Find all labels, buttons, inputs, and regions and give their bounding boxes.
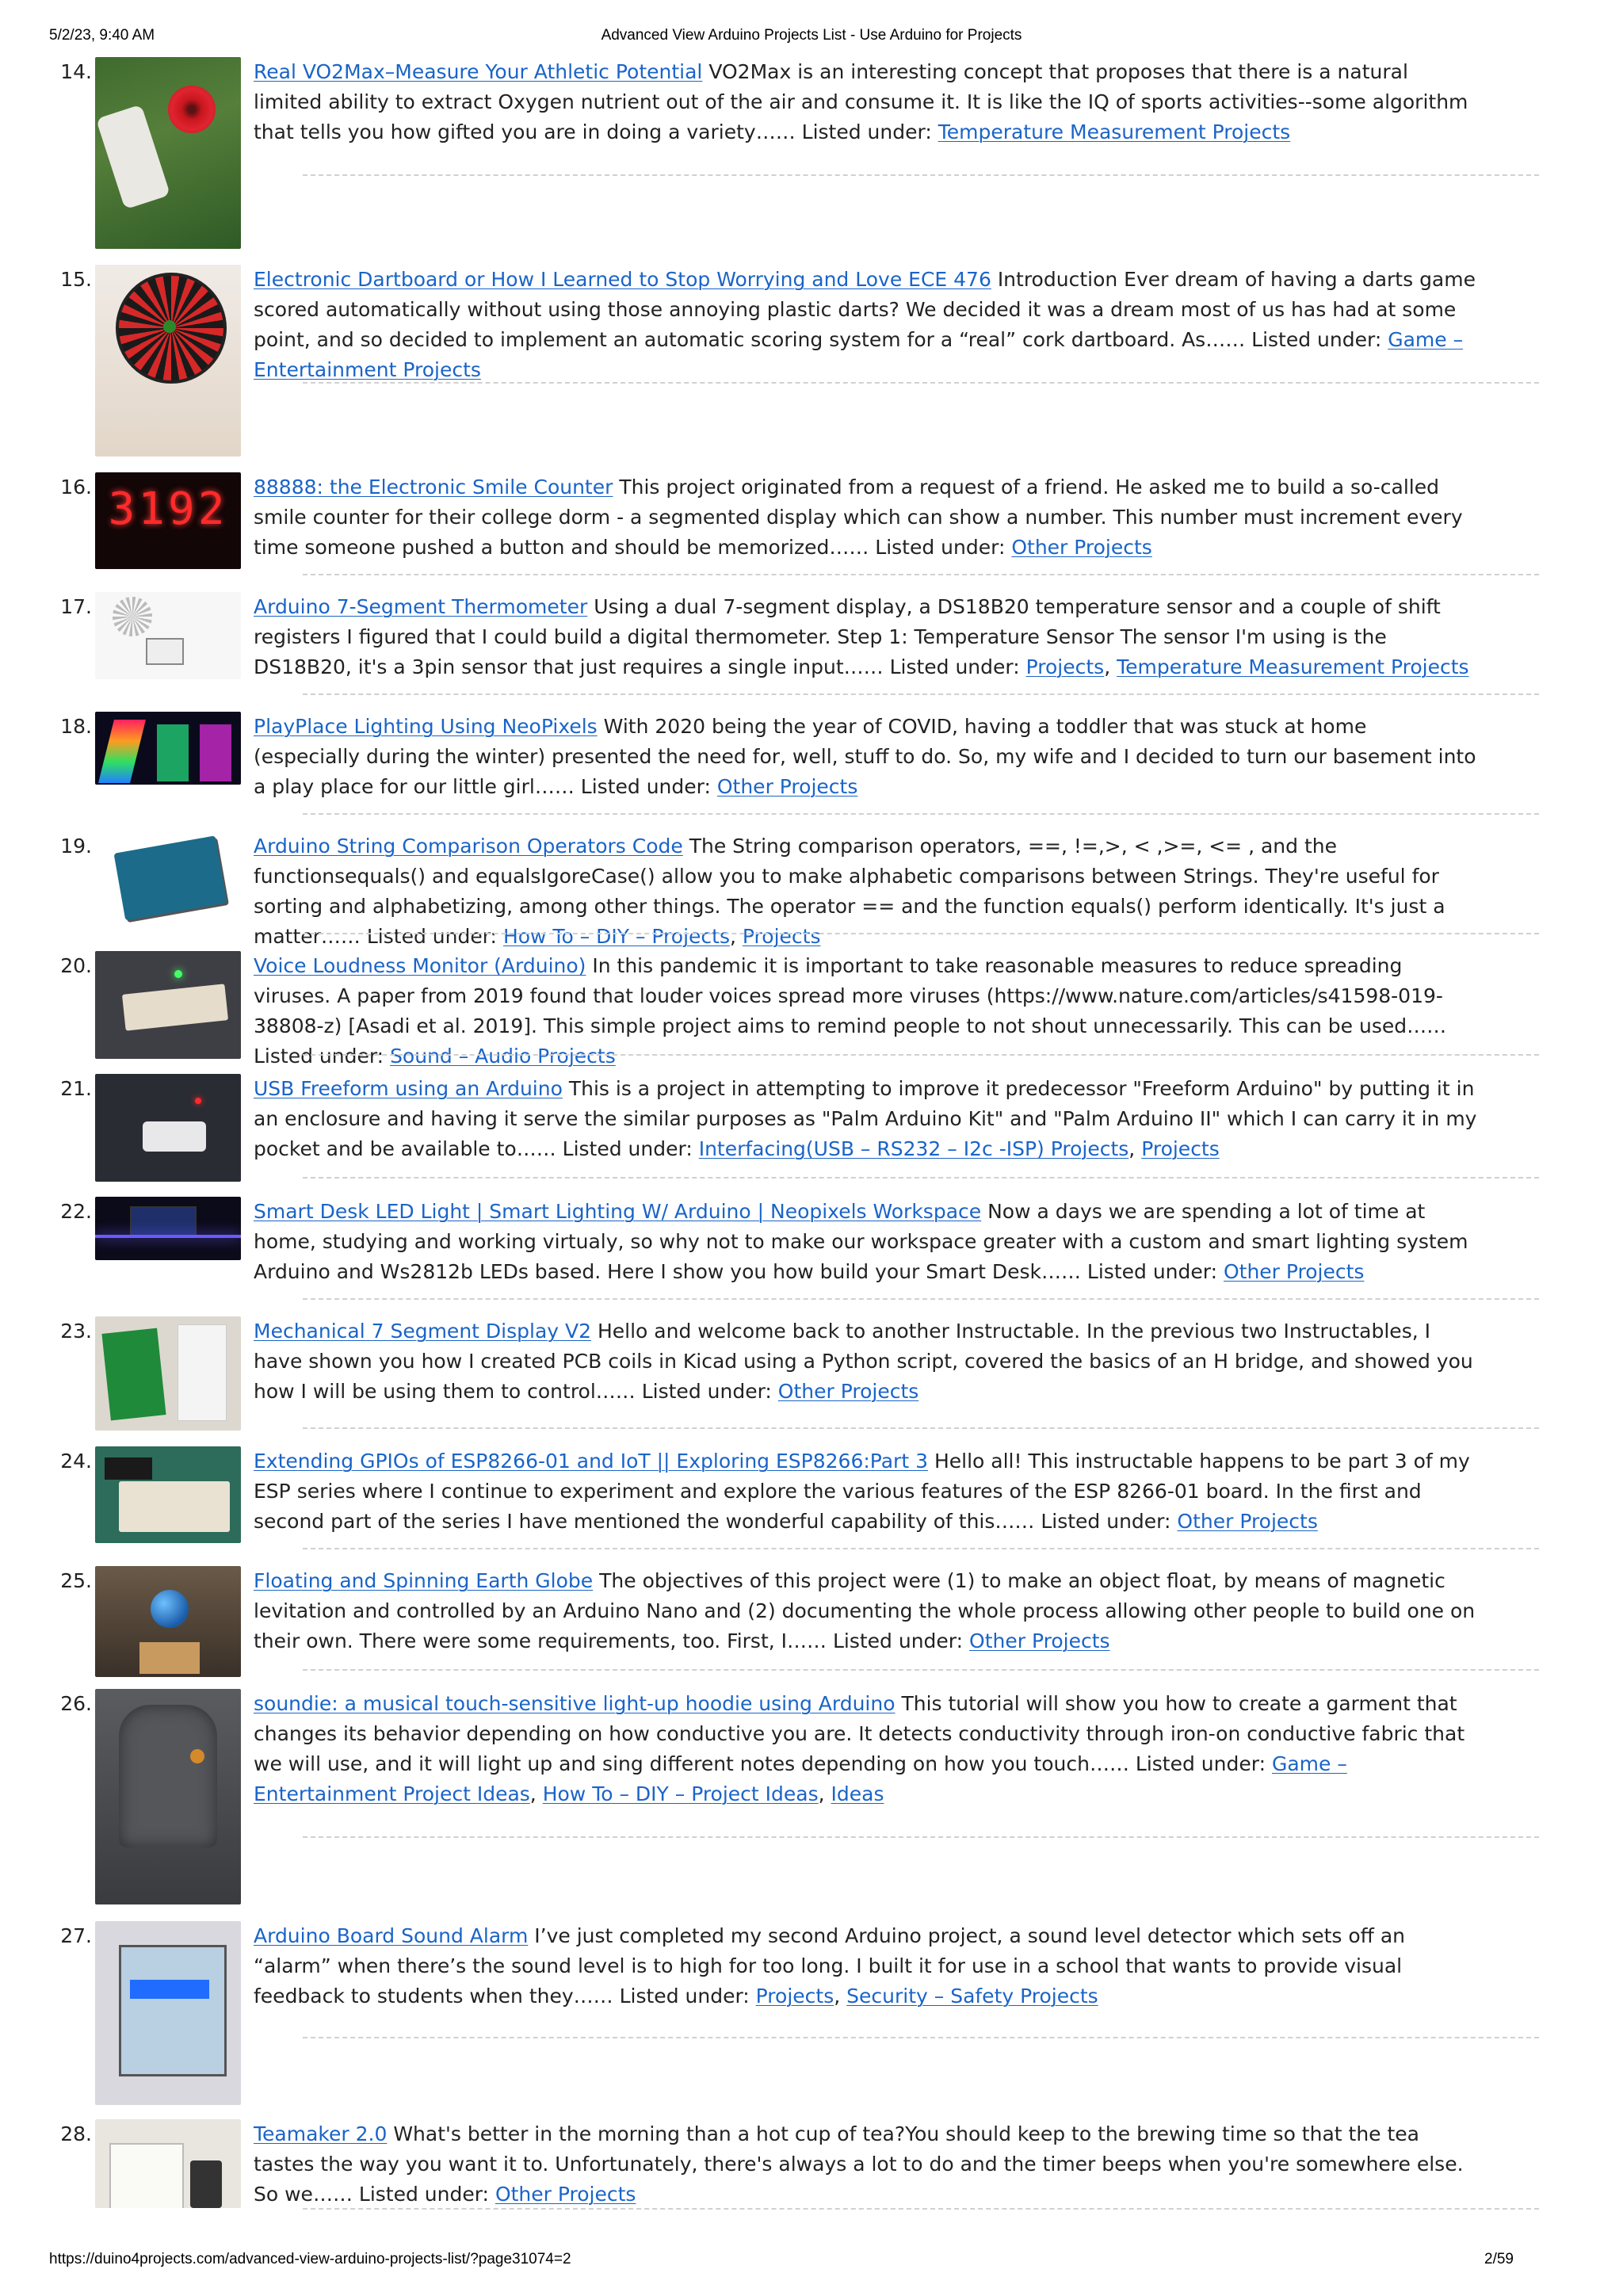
neopixel-playplace-photo[interactable] — [95, 712, 241, 785]
item-separator — [303, 574, 1539, 575]
smart-desk-photo[interactable] — [95, 1197, 241, 1260]
item-title-link[interactable]: soundie: a musical touch-sensitive light-up hoodie using Arduino — [254, 1692, 896, 1715]
item-description: I’ve just completed my second Arduino project, a sound level detector which sets off an “alarm” when there’s the sound level is to high for too long. I built it for use in a school that wants to provide visual feedback to students when they…… Listed under: — [254, 1924, 1406, 2008]
item-description: The String comparison operators, ==, !=,>, < ,>=, <= , and the functionsequals() and equalsIgoreCase() allow you to make alphabetic comparisons between Strings. They're useful for sorting and alphabetizing, among other things. The operator == and the function equals() perform identically. It's just a matter…… Listed under: — [254, 835, 1445, 948]
display-digits: 3192 — [108, 483, 228, 535]
item-description: Hello and welcome back to another Instructable. In the previous two Instructables, I have shown you how I created PCB coils in Kicad using a Python script, covered the basics of an H bridge, and showed you how I will be using them to control…… Listed under: — [254, 1320, 1473, 1403]
item-number: 15. — [60, 268, 92, 291]
item-title-link[interactable]: Arduino 7-Segment Thermometer — [254, 595, 588, 618]
item-title-link[interactable]: Voice Loudness Monitor (Arduino) — [254, 954, 586, 977]
item-separator — [303, 1177, 1539, 1179]
item-description: In this pandemic it is important to take reasonable measures to reduce spreading viruses. A paper from 2019 found that louder voices spread more viruses (https://www.nature.com/articles/s41598-019-38808-z) [Asadi et al. 2019]. This simple project aims to remind people to not shout unnecessarily. This can be used…… Listed under: — [254, 954, 1447, 1068]
list-item: 19. Arduino String Comparison Operators Code The String comparison operators, ==, !=,>, < ,>=, <= , and the functionsequals() and equalsIgoreCase() allow you to make alphabetic comparisons between Strings. They're useful for sorting and alphabetizing, among other things. The operator == and the function equals() perform identically. It's just a matter…… Listed under: How To – DIY – Projects, Projects — [0, 831, 1623, 951]
list-item — [0, 57, 1623, 265]
item-title-link[interactable]: PlayPlace Lighting Using NeoPixels — [254, 715, 598, 738]
page-number: 2/59 — [1484, 2251, 1514, 2267]
hoodie-photo[interactable] — [95, 1689, 241, 1904]
category-link[interactable]: Other Projects — [716, 775, 858, 798]
item-number: 23. — [60, 1320, 92, 1343]
category-link[interactable]: Temperature Measurement Projects — [938, 120, 1291, 143]
item-separator — [303, 1836, 1539, 1838]
item-description: Using a dual 7-segment display, a DS18B20 temperature sensor and a couple of shift registers I figured that I could build a digital thermometer. Step 1: Temperature Sensor The sensor I'm using is the DS18B20, it's a 3pin sensor that just requires a single input…… Listed under: — [254, 595, 1441, 678]
category-link[interactable]: Ideas — [831, 1782, 884, 1805]
category-link[interactable]: Projects — [1141, 1137, 1220, 1160]
item-title-link[interactable]: Teamaker 2.0 — [254, 2122, 388, 2145]
list-item — [0, 1197, 1623, 1316]
item-description: This is a project in attempting to improve it predecessor "Freeform Arduino" by putting it in an enclosure and having it serve the similar purposes as "Palm Arduino Kit" and "Palm Arduino II" which I can carry it in my pocket and be available to…… Listed under: — [254, 1077, 1477, 1160]
list-item: 21. USB Freeform using an Arduino This is a project in attempting to improve it predecessor "Freeform Arduino" by putting it in an enclosure and having it serve the similar purposes as "Palm Arduino Kit" and "Palm Arduino II" which I can carry it in my pocket and be available to…… Listed under: Interfacing(USB – RS232 – I2c -ISP) Projects, Projects — [0, 1074, 1623, 1197]
item-number: 21. — [60, 1077, 92, 1100]
category-link[interactable]: Projects — [742, 925, 821, 948]
item-separator — [303, 693, 1539, 695]
item-title-link[interactable]: Arduino Board Sound Alarm — [254, 1924, 529, 1947]
teamaker-photo[interactable] — [95, 2119, 241, 2208]
pcb-display-photo[interactable] — [95, 1316, 241, 1431]
item-number: 19. — [60, 835, 92, 858]
list-item — [0, 712, 1623, 831]
item-separator — [303, 933, 1539, 934]
item-title-link[interactable]: Smart Desk LED Light | Smart Lighting W/ Arduino | Neopixels Workspace — [254, 1200, 982, 1223]
item-number: 27. — [60, 1924, 92, 1947]
item-separator — [303, 174, 1539, 176]
category-link[interactable]: Projects — [1025, 655, 1105, 678]
item-description: This tutorial will show you how to create a garment that changes its behavior depending on how conductive you are. It detects conductivity through iron-on conductive fabric that we will use, and it will light up and sing different notes depending on how you touch…… Listed under: — [254, 1692, 1465, 1775]
category-link[interactable]: How To – DIY – Project Ideas — [542, 1782, 819, 1805]
item-description: The objectives of this project were (1) to make an object float, by means of magnetic levitation and controlled by an Arduino Nano and (2) documenting the whole process allowing other people to build one on their own. There were some requirements, too. First, I…… Listed under: — [254, 1569, 1476, 1652]
item-number: 22. — [60, 1200, 92, 1223]
vo2max-device-photo[interactable] — [95, 57, 241, 249]
list-item: 27. Arduino Board Sound Alarm I’ve just completed my second Arduino project, a sound level detector which sets off an “alarm” when there’s the sound level is to high for too long. I built it for use in a school that wants to provide visual feedback to students when they…… Listed under: Projects, Security – Safety Projects — [0, 1921, 1623, 2119]
item-number: 17. — [60, 595, 92, 618]
list-item — [0, 951, 1623, 1074]
floating-globe-photo[interactable] — [95, 1566, 241, 1677]
list-item — [0, 265, 1623, 472]
thermometer-diagram-photo[interactable] — [95, 592, 241, 679]
category-link[interactable]: Other Projects — [777, 1380, 919, 1403]
list-item — [0, 1446, 1623, 1566]
category-link[interactable]: Sound – Audio Projects — [390, 1045, 616, 1068]
item-separator — [303, 1054, 1539, 1056]
item-number: 16. — [60, 476, 92, 499]
item-title-link[interactable]: Arduino String Comparison Operators Code — [254, 835, 683, 858]
item-separator — [303, 1548, 1539, 1549]
list-item — [0, 472, 1623, 592]
print-footer — [49, 2251, 1574, 2275]
item-number: 24. — [60, 1450, 92, 1473]
item-number: 18. — [60, 715, 92, 738]
category-link[interactable]: Other Projects — [495, 2183, 636, 2206]
seven-segment-display-photo[interactable] — [95, 472, 241, 569]
item-number: 28. — [60, 2122, 92, 2145]
sound-alarm-box-photo[interactable] — [95, 1921, 241, 2105]
item-description: Now a days we are spending a lot of time at home, studying and working virtualy, so why not to make our workspace greater with a custom and smart lighting system Arduino and Ws2812b LEDs based. Here I show you how build your Smart Desk…… Listed under: — [254, 1200, 1468, 1283]
item-title-link[interactable]: Real VO2Max–Measure Your Athletic Potential — [254, 60, 703, 83]
item-description: Introduction Ever dream of having a darts game scored automatically without using those annoying plastic darts? We decided it was a dream most of us has had at some point, and so decided to implement an automatic scoring system for a “real” cork dartboard. As…… Listed under: — [254, 268, 1476, 351]
item-description: With 2020 being the year of COVID, having a toddler that was stuck at home (especially during the winter) presented the need for, well, stuff to do. So, my wife and I decided to turn our basement into a play place for our little girl…… Listed under: — [254, 715, 1476, 798]
category-link[interactable]: Other Projects — [1177, 1510, 1318, 1533]
print-page-title: Advanced View Arduino Projects List - Use Arduino for Projects — [601, 27, 1022, 44]
item-title-link[interactable]: Electronic Dartboard or How I Learned to Stop Worrying and Love ECE 476 — [254, 268, 991, 291]
list-item: 26. soundie: a musical touch-sensitive light-up hoodie using Arduino This tutorial will show you how to create a garment that changes its behavior depending on how conductive you are. It detects conductivity through iron-on conductive fabric that we will use, and it will light up and sing different notes depending on how you touch…… Listed under: Game – Entertainment Project Ideas, How To – DIY – Project Ideas, Ideas — [0, 1689, 1623, 1921]
category-link[interactable]: Other Projects — [1011, 536, 1152, 559]
category-link[interactable]: Interfacing(USB – RS232 – I2c -ISP) Projects — [698, 1137, 1129, 1160]
print-header — [49, 27, 1574, 51]
list-item — [0, 1316, 1623, 1446]
item-separator — [303, 382, 1539, 384]
print-datetime: 5/2/23, 9:40 AM — [49, 27, 155, 44]
arduino-board-photo[interactable] — [95, 831, 241, 923]
category-link[interactable]: Projects — [755, 1985, 834, 2008]
item-title-link[interactable]: Mechanical 7 Segment Display V2 — [254, 1320, 592, 1343]
item-title-link[interactable]: Extending GPIOs of ESP8266-01 and IoT || Exploring ESP8266:Part 3 — [254, 1450, 928, 1473]
dartboard-photo[interactable] — [95, 265, 241, 457]
category-link[interactable]: Game – Entertainment Project Ideas — [254, 1752, 1347, 1805]
item-title-link[interactable]: Floating and Spinning Earth Globe — [254, 1569, 594, 1592]
category-link[interactable]: Game – Entertainment Projects — [254, 328, 1464, 381]
category-link[interactable]: How To – DIY – Projects — [502, 925, 730, 948]
item-number: 25. — [60, 1569, 92, 1592]
project-list — [0, 57, 1623, 2214]
item-separator — [303, 1298, 1539, 1300]
item-separator — [303, 1427, 1539, 1429]
item-description: This project originated from a request of a friend. He asked me to build a so-called smile counter for their college dorm - a segmented display which can show a number. This number must increment every time someone pushed a button and should be memorized…… Listed under: — [254, 476, 1463, 559]
esp8266-breadboard-photo[interactable] — [95, 1446, 241, 1543]
item-description: Hello all! This instructable happens to be part 3 of my ESP series where I continue to experiment and explore the various features of the ESP 8266-01 board. In the first and second part of the series I have mentioned the wonderful capability of this…… Listed under: — [254, 1450, 1470, 1533]
item-separator — [303, 2037, 1539, 2038]
breadboard-photo[interactable] — [95, 951, 241, 1059]
item-number: 26. — [60, 1692, 92, 1715]
item-number: 20. — [60, 954, 92, 977]
category-link[interactable]: Security – Safety Projects — [846, 1985, 1098, 2008]
item-description: What's better in the morning than a hot cup of tea?You should keep to the brewing time so that the tea tastes the way you want it to. Unfortunately, there's always a lot to do and the timer beeps when you're somewhere else. So we…… Listed under: — [254, 2122, 1464, 2206]
list-item — [0, 1566, 1623, 1689]
list-item: 17. Arduino 7-Segment Thermometer Using a dual 7-segment display, a DS18B20 temperature sensor and a couple of shift registers I figured that I could build a digital thermometer. Step 1: Temperature Sensor The sensor I'm using is the DS18B20, it's a 3pin sensor that just requires a single input…… Listed under: Projects, Temperature Measurement Projects — [0, 592, 1623, 712]
category-link[interactable]: Other Projects — [969, 1629, 1110, 1652]
category-link[interactable]: Temperature Measurement Projects — [1117, 655, 1469, 678]
item-separator — [303, 1669, 1539, 1671]
item-title-link[interactable]: 88888: the Electronic Smile Counter — [254, 476, 613, 499]
item-separator — [303, 2208, 1539, 2210]
item-title-link[interactable]: USB Freeform using an Arduino — [254, 1077, 563, 1100]
list-item — [0, 2119, 1623, 2214]
print-url: https://duino4projects.com/advanced-view-arduino-projects-list/?page31074=2 — [49, 2251, 571, 2267]
category-link[interactable]: Other Projects — [1223, 1260, 1365, 1283]
item-separator — [303, 813, 1539, 815]
item-description: VO2Max is an interesting concept that proposes that there is a natural limited ability to extract Oxygen nutrient out of the air and consume it. It is like the IQ of sports activities--some algorithm that tells you how gifted you are in doing a variety…… Listed under: — [254, 60, 1468, 143]
usb-device-photo[interactable] — [95, 1074, 241, 1182]
item-number: 14. — [60, 60, 92, 83]
